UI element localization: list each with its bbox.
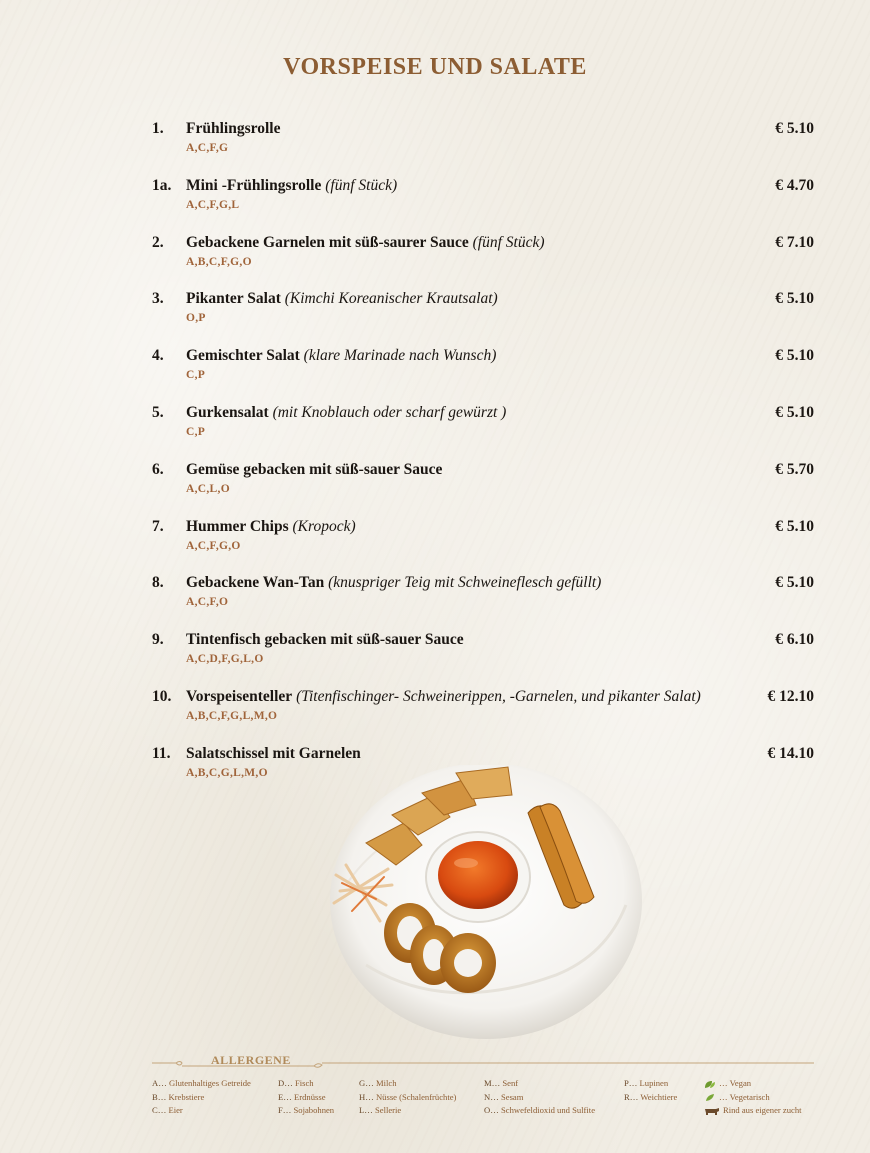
legend-column <box>704 1077 802 1118</box>
legend-entry: R… Weichtiere <box>624 1091 678 1102</box>
menu-list <box>152 120 814 802</box>
menu-item <box>152 290 814 347</box>
item-allergens: A,C,L,O <box>186 482 230 495</box>
item-note: (fünf Stück) <box>472 233 545 251</box>
legend-entry: … Vegetarisch <box>704 1091 802 1105</box>
item-number: 1a. <box>152 176 172 194</box>
menu-item <box>152 631 814 688</box>
legend-entry: M… Senf <box>484 1078 519 1088</box>
item-allergens: A,C,F,G <box>186 142 229 154</box>
page-title: VORSPEISE UND SALATE <box>283 54 587 80</box>
legend-column <box>359 1077 456 1118</box>
item-name: Gemüse gebacken mit süß-sauer Sauce <box>186 460 443 478</box>
item-note: (Kimchi Koreanischer Krautsalat) <box>284 290 498 308</box>
menu-item <box>152 461 814 518</box>
item-allergens: A,B,C,F,G,O <box>186 255 252 268</box>
legend-entry: D… Fisch <box>278 1078 314 1088</box>
item-allergens: C,P <box>186 425 206 438</box>
item-name: Tintenfisch gebacken mit süß-sauer Sauce <box>186 631 464 649</box>
item-name: Vorspeisenteller <box>186 687 293 705</box>
item-price: € 5.70 <box>775 460 814 478</box>
menu-item <box>152 688 814 745</box>
item-number: 2. <box>152 233 164 251</box>
item-number: 3. <box>152 290 164 308</box>
item-note: (klare Marinade nach Wunsch) <box>303 347 497 365</box>
item-number: 5. <box>152 403 164 421</box>
legend-entry: A… Glutenhaltiges Getreide <box>152 1078 251 1088</box>
item-name: Gebackene Wan-Tan <box>186 574 325 592</box>
item-note: (mit Knoblauch oder scharf gewürzt ) <box>272 403 507 421</box>
legend-entry: Rind aus eigener zucht <box>704 1104 802 1118</box>
item-price: € 5.10 <box>775 347 814 365</box>
item-allergens: O,P <box>186 312 206 325</box>
item-allergens: C,P <box>186 369 206 382</box>
legend-column <box>624 1077 677 1104</box>
item-price: € 5.10 <box>775 120 814 137</box>
legend-column <box>484 1077 595 1118</box>
appetizer-plate-image <box>326 765 642 1041</box>
vegetarian-leaf-icon <box>704 1093 716 1102</box>
item-number: 8. <box>152 574 164 592</box>
item-name: Mini -Frühlingsrolle <box>186 176 322 194</box>
item-number: 11. <box>152 744 171 762</box>
item-number: 6. <box>152 460 164 478</box>
item-number: 4. <box>152 347 164 365</box>
legend-title: ALLERGENE <box>211 1053 291 1067</box>
item-allergens: A,C,F,G,L <box>186 198 240 211</box>
item-price: € 5.10 <box>775 403 814 421</box>
legend-entry: G… Milch <box>359 1078 397 1088</box>
item-price: € 6.10 <box>775 631 814 649</box>
item-allergens: A,B,C,G,L,M,O <box>186 766 268 779</box>
menu-item <box>152 518 814 575</box>
cow-icon <box>704 1107 720 1116</box>
item-name: Gurkensalat <box>186 403 269 421</box>
item-number: 7. <box>152 517 164 535</box>
menu-item <box>152 574 814 631</box>
menu-item <box>152 347 814 404</box>
legend-entry: C… Eier <box>152 1105 183 1115</box>
legend-entry: F… Sojabohnen <box>278 1105 335 1115</box>
item-name: Salatschissel mit Garnelen <box>186 744 361 762</box>
item-note: (Kropock) <box>292 517 356 535</box>
legend-entry: E… Erdnüsse <box>278 1091 326 1102</box>
item-allergens: A,C,F,O <box>186 596 229 609</box>
item-allergens: A,B,C,F,G,L,M,O <box>186 709 278 722</box>
item-price: € 5.10 <box>775 574 814 592</box>
item-name: Gemischter Salat <box>186 347 300 365</box>
legend-entry: B… Krebstiere <box>152 1091 205 1102</box>
item-price: € 14.10 <box>767 744 814 762</box>
item-name: Pikanter Salat <box>186 290 281 308</box>
item-name: Frühlingsrolle <box>186 120 281 137</box>
legend-entry: … Vegan <box>704 1077 802 1091</box>
menu-item <box>152 177 814 234</box>
legend-column <box>152 1077 251 1118</box>
legend-entry: O… Schwefeldioxid und Sulfite <box>484 1105 596 1115</box>
item-note: (fünf Stück) <box>325 176 398 194</box>
item-name: Hummer Chips <box>186 517 289 535</box>
legend-entry: L… Sellerie <box>359 1105 402 1115</box>
item-price: € 5.10 <box>775 290 814 308</box>
item-number: 1. <box>152 120 164 137</box>
item-allergens: A,C,F,G,O <box>186 539 241 552</box>
legend-entry: N… Sesam <box>484 1091 524 1102</box>
item-number: 9. <box>152 631 164 649</box>
item-number: 10. <box>152 687 172 705</box>
vegan-leaf-icon <box>704 1080 716 1089</box>
legend-column <box>278 1077 334 1118</box>
item-name: Gebackene Garnelen mit süß-saurer Sauce <box>186 233 469 251</box>
menu-item <box>152 234 814 291</box>
item-price: € 5.10 <box>775 517 814 535</box>
item-note: (knuspriger Teig mit Schweineflesch gefüllt) <box>328 574 602 592</box>
item-allergens: A,C,D,F,G,L,O <box>186 653 264 666</box>
menu-item <box>152 120 814 177</box>
item-price: € 7.10 <box>775 233 814 251</box>
legend-entry: P… Lupinen <box>624 1078 669 1088</box>
item-price: € 4.70 <box>775 176 814 194</box>
item-note: (Titenfischinger- Schweinerippen, -Garnelen, und pikanter Salat) <box>296 687 701 705</box>
item-price: € 12.10 <box>767 687 814 705</box>
legend-entry: H… Nüsse (Schalenfrüchte) <box>359 1091 457 1102</box>
menu-item <box>152 404 814 461</box>
